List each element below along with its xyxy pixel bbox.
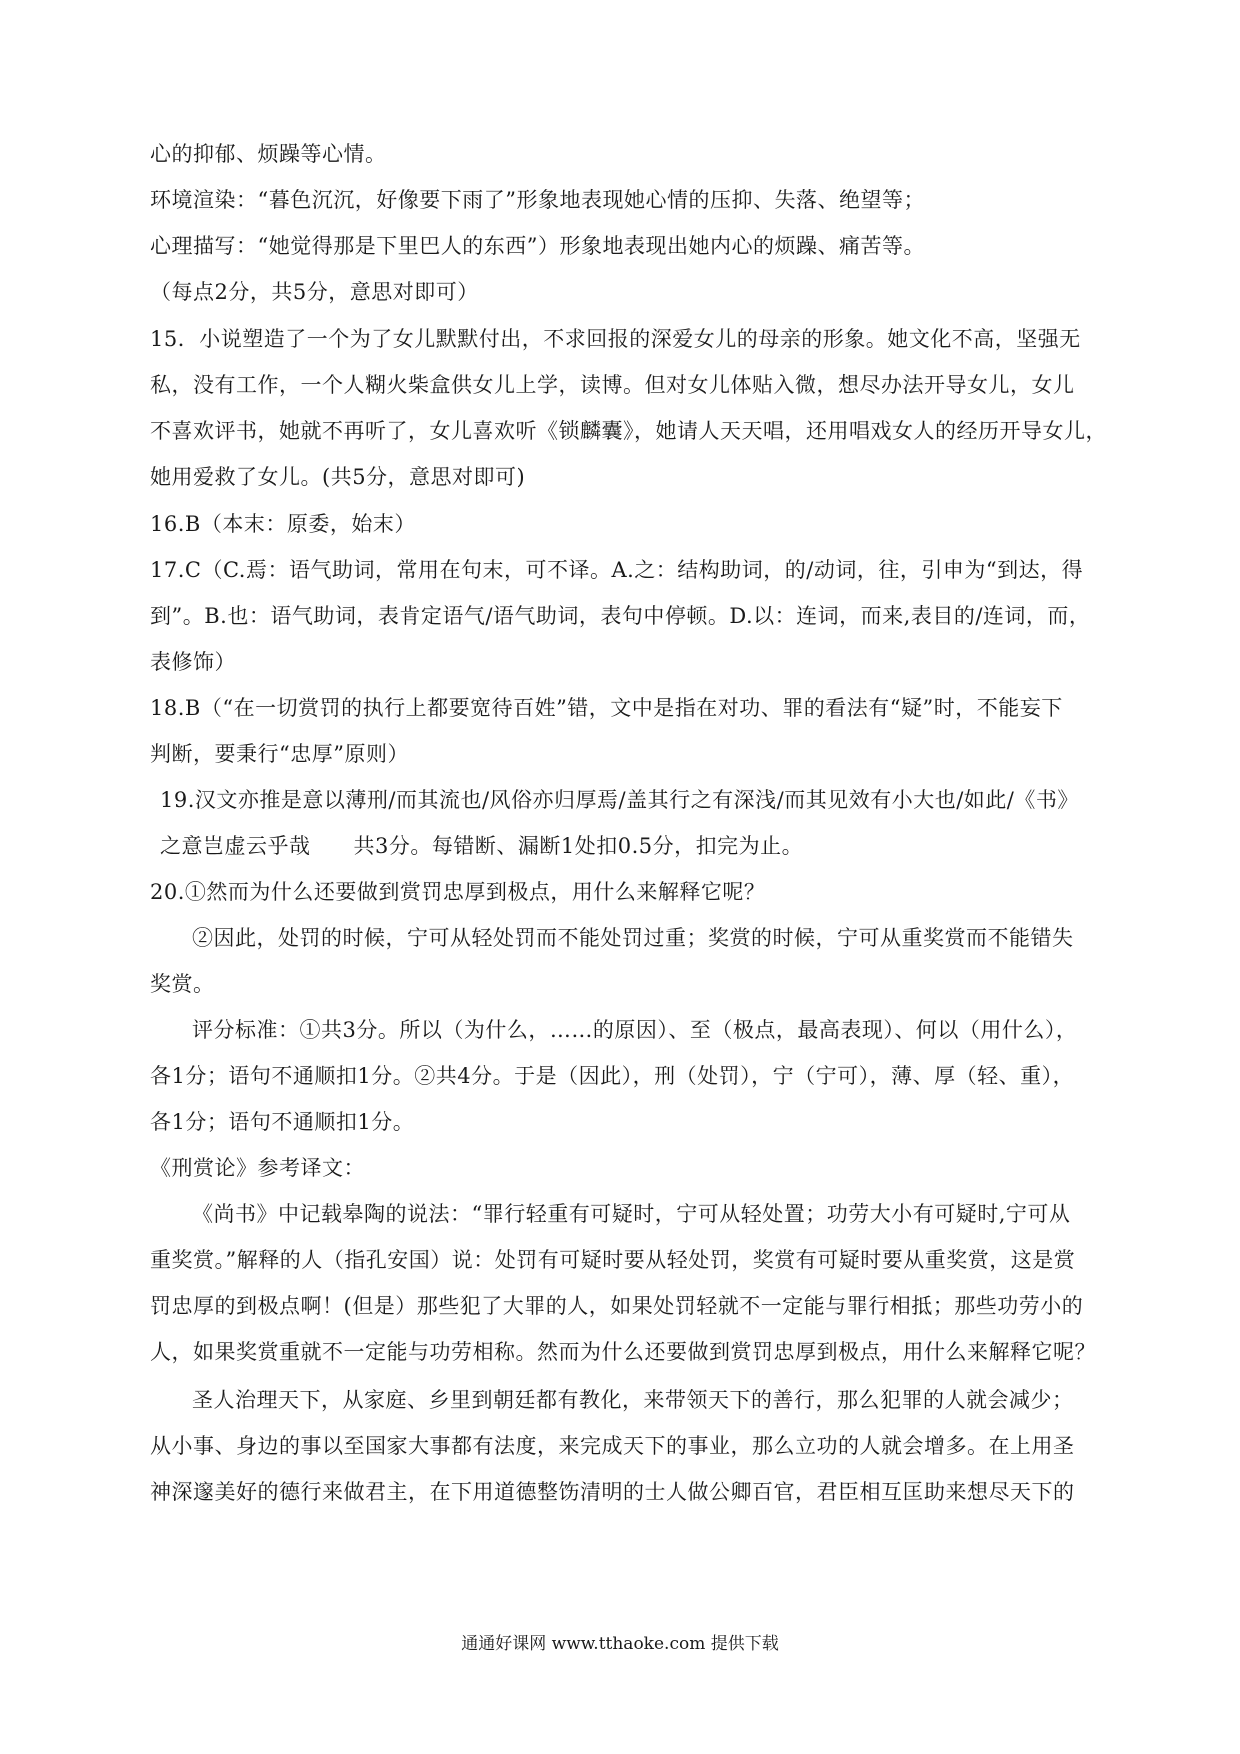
- text-line: 从小事、身边的事以至国家大事都有法度，来完成天下的事业，那么立功的人就会增多。在上用圣: [150, 1434, 1075, 1458]
- text-line: 人，如果奖赏重就不一定能与功劳相称。然而为什么还要做到赏罚忠厚到极点，用什么来解释它呢？: [150, 1340, 1096, 1364]
- page-footer: 通通好课网 www.tthaoke.com 提供下载: [461, 1634, 779, 1654]
- text-line: 17.C（C.焉：语气助词，常用在句末，可不译。A.之：结构助词，的/动词，往，引申为“到达，得: [150, 558, 1084, 582]
- text-line: 16.B（本末：原委，始末）: [150, 512, 416, 536]
- text-line: 之意岂虚云乎哉 共3分。每错断、漏断1处扣0.5分，扣完为止。: [160, 834, 804, 858]
- text-line: 各1分；语句不通顺扣1分。: [150, 1110, 415, 1134]
- section-heading: 《刑赏论》参考译文：: [150, 1156, 365, 1180]
- text-line: 19.汉文亦推是意以薄刑/而其流也/风俗亦归厚焉/盖其行之有深浅/而其见效有小大也/如此/《书》: [160, 788, 1079, 812]
- text-line: 奖赏。: [150, 972, 215, 996]
- text-line: 重奖赏。”解释的人（指孔安国）说：处罚有可疑时要从轻处罚，奖赏有可疑时要从重奖赏，这是赏: [150, 1248, 1076, 1272]
- text-line: （每点2分，共5分，意思对即可）: [150, 280, 479, 304]
- text-line: 私，没有工作，一个人糊火柴盒供女儿上学，读博。但对女儿体贴入微，想尽办法开导女儿，女儿: [150, 373, 1075, 397]
- text-line: 她用爱救了女儿。(共5分，意思对即可): [150, 465, 526, 489]
- text-line: 表修饰）: [150, 650, 236, 674]
- text-line: ②因此，处罚的时候，宁可从轻处罚而不能处罚过重；奖赏的时候，宁可从重奖赏而不能错失: [192, 926, 1074, 950]
- text-line: 心理描写：“她觉得那是下里巴人的东西”）形象地表现出她内心的烦躁、痛苦等。: [150, 234, 925, 258]
- text-line: 心的抑郁、烦躁等心情。: [150, 142, 387, 166]
- text-line: 神深邃美好的德行来做君主，在下用道德整饬清明的士人做公卿百官，君臣相互匡助来想尽天下的: [150, 1480, 1075, 1504]
- text-line: 评分标准：①共3分。所以（为什么，……的原因）、至（极点，最高表现）、何以（用什么），: [192, 1018, 1078, 1042]
- text-line: 罚忠厚的到极点啊！(但是）那些犯了大罪的人，如果处罚轻就不一定能与罪行相抵；那些功劳小的: [150, 1294, 1084, 1318]
- text-line: 判断，要秉行“忠厚”原则）: [150, 742, 409, 766]
- text-line: 不喜欢评书，她就不再听了，女儿喜欢听《锁麟囊》，她请人天天唱，还用唱戏女人的经历开导女儿，: [150, 419, 1107, 443]
- text-line: 《尚书》中记载皋陶的说法：“罪行轻重有可疑时，宁可从轻处置；功劳大小有可疑时,宁可从: [192, 1202, 1071, 1226]
- text-line: 各1分；语句不通顺扣1分。②共4分。于是（因此），刑（处罚），宁（宁可），薄、厚（轻、重），: [150, 1064, 1075, 1088]
- text-line: 20.①然而为什么还要做到赏罚忠厚到极点，用什么来解释它呢？: [150, 880, 766, 904]
- text-line: 15．小说塑造了一个为了女儿默默付出，不求回报的深爱女儿的母亲的形象。她文化不高，坚强无: [150, 327, 1081, 351]
- text-line: 圣人治理天下，从家庭、乡里到朝廷都有教化，来带领天下的善行，那么犯罪的人就会减少；: [192, 1388, 1074, 1412]
- text-line: 18.B（“在一切赏罚的执行上都要宽待百姓”错，文中是指在对功、罪的看法有“疑”时，不能妄下: [150, 696, 1063, 720]
- text-line: 环境渲染：“暮色沉沉，好像要下雨了”形象地表现她心情的压抑、失落、绝望等；: [150, 188, 925, 212]
- text-line: 到”。B.也：语气助词，表肯定语气/语气助词，表句中停顿。D.以：连词，而来,表目的/连词，而，: [150, 604, 1091, 628]
